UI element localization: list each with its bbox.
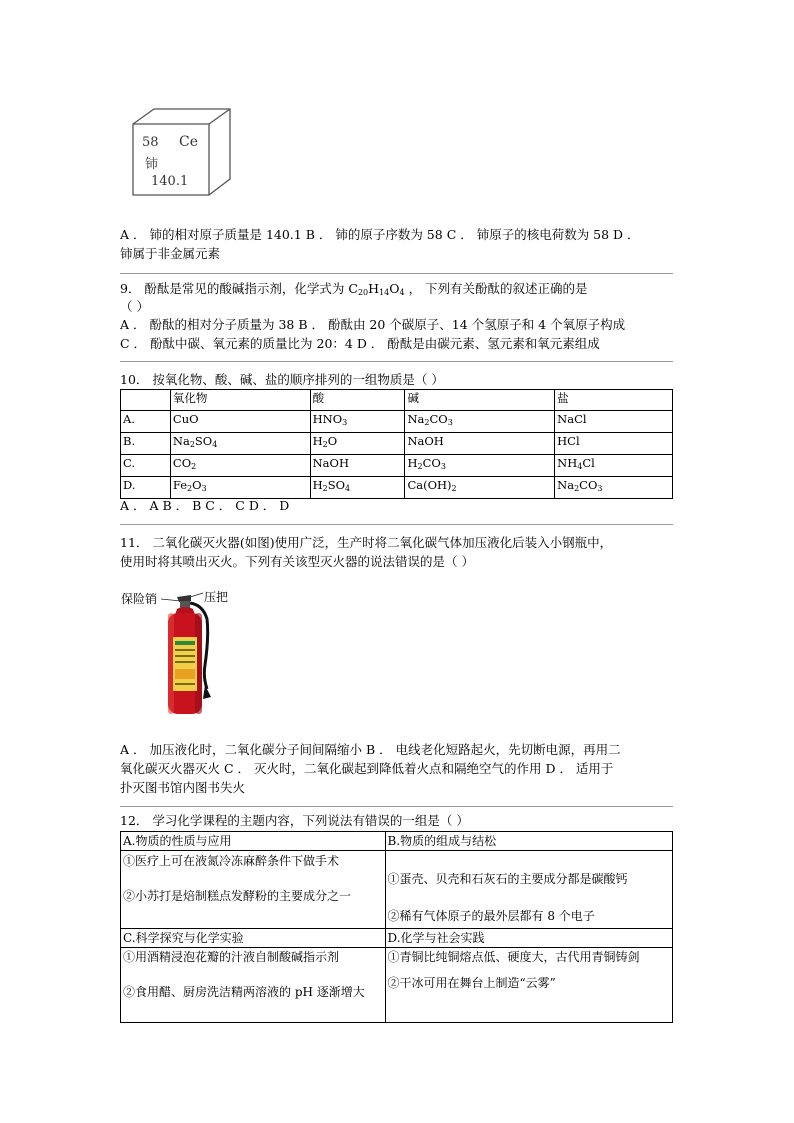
q12-cell-d-title: D.化学与社会实践 [385, 929, 672, 948]
formula-cell: $H_2CO_3$ [405, 455, 555, 477]
q10-header-cell [121, 390, 171, 411]
label-handle: 压把 [204, 590, 229, 604]
formula-cell: $CO_2$ [170, 455, 310, 477]
q10-header-row [121, 390, 673, 411]
q9-h-subscript: 14 [379, 288, 390, 297]
q9-stem-b: ， 下列有关酚酞的叙述正确的是 [404, 281, 588, 296]
formula-cell: NaOH [405, 433, 555, 455]
q10-header-cell: 碱 [405, 390, 555, 411]
q8-options-line-1: A ． 铈的相对原子质量是 140.1 B ． 铈的原子序数为 58 C ． 铈原子的核电荷数为 58 D ． [120, 227, 640, 242]
q12-d-item-2: ②干冰可用在舞台上制造“云雾” [387, 976, 556, 990]
q10-row-d [121, 477, 673, 499]
q11-options-line-3: 扑灭图书馆内图书失火 [120, 780, 246, 795]
q12-b-item-1: ①蛋壳、贝壳和石灰石的主要成分都是碳酸钙 [387, 872, 628, 886]
row-label: D. [121, 477, 171, 499]
q12-row-titles-ab [121, 832, 673, 851]
q10-stem: 10． 按氧化物、酸、碱、盐的顺序排列的一组物质是（ ） [120, 372, 444, 387]
formula-cell: $Na_2CO_3$ [555, 477, 673, 499]
q12-row-titles-cd [121, 929, 673, 948]
q9-o-subscript: 4 [399, 288, 405, 297]
q12-a-item-2: ②小苏打是焙制糕点发酵粉的主要成分之一 [123, 889, 352, 903]
q10-header-cell: 盐 [555, 390, 673, 411]
formula-cell: $NH_4Cl$ [555, 455, 673, 477]
separator [120, 361, 673, 362]
q12-cell-b-content [385, 851, 672, 929]
q11-options-line-2: 氧化碳灭火器灭火 C ． 灭火时，二氧化碳起到降低着火点和隔绝空气的作用 D ． 适用于 [120, 761, 614, 776]
q12-cell-c-content [121, 948, 386, 1023]
separator [120, 273, 673, 274]
q9-o: O [389, 281, 400, 296]
element-symbol: Ce [179, 134, 198, 150]
q9-h: H [368, 281, 380, 296]
label-safety-pin: 保险销 [121, 592, 158, 606]
formula-cell: $Na_2CO_3$ [405, 411, 555, 433]
q9-stem [120, 280, 673, 298]
formula-cell: HCl [555, 433, 673, 455]
formula-cell: $HNO_3$ [310, 411, 405, 433]
formula-cell: CuO [170, 411, 310, 433]
formula-cell: $Fe_2O_3$ [170, 477, 310, 499]
separator [120, 524, 673, 525]
q9-answer-paren: （ ） [120, 299, 149, 314]
q10-row-a [121, 411, 673, 433]
q12-cell-c-title: C.科学探究与化学实验 [121, 929, 386, 948]
q8-options-line-2: 铈属于非金属元素 [120, 246, 221, 261]
fire-extinguisher-illustration [155, 585, 225, 720]
q11-stem-line-1: 11． 二氧化碳灭火器(如图)使用广泛，生产时将二氧化碳气体加压液化后装入小钢瓶中， [120, 535, 613, 550]
q12-cell-a-title: A.物质的性质与应用 [121, 832, 386, 851]
q12-b-item-2: ②稀有气体原子的最外层都有 8 个电子 [387, 909, 595, 923]
element-mass: 140.1 [151, 174, 189, 189]
q9-options-line-1: A ． 酚酞的相对分子质量为 38 B ． 酚酞由 20 个碳原子、14 个氢原子和 4 个氧原子构成 [120, 317, 626, 332]
formula-cell: $Ca(OH)_2$ [405, 477, 555, 499]
q10-header-cell: 氧化物 [170, 390, 310, 411]
q12-row-content-ab [121, 851, 673, 929]
q10-row-b [121, 433, 673, 455]
q10-options: A ． A B ． B C ． C D ． D [120, 498, 290, 513]
formula-cell: $H_2O$ [310, 433, 405, 455]
q10-row-c [121, 455, 673, 477]
q12-cell-b-title: B.物质的组成与结松 [385, 832, 672, 851]
q11-stem-line-2: 使用时将其喷出灭火。下列有关该型灭火器的说法错误的是（ ） [120, 554, 474, 569]
q9-options-line-2: C ． 酚酞中碳、氧元素的质量比为 20：4 D ． 酚酞是由碳元素、氢元素和氧元素组成 [120, 336, 600, 351]
q12-stem: 12． 学习化学课程的主题内容，下列说法有错误的一组是（ ） [120, 813, 469, 828]
row-label: A. [121, 411, 171, 433]
row-label: C. [121, 455, 171, 477]
formula-cell: NaOH [310, 455, 405, 477]
q12-table [120, 831, 673, 1023]
q12-cell-a-content [121, 851, 386, 929]
q9-stem-a: 9． 酚酞是常见的酸碱指示剂，化学式为 C [120, 281, 358, 296]
element-number: 58 [142, 135, 159, 150]
q9-c-subscript: 20 [357, 288, 369, 297]
separator [120, 806, 673, 807]
q10-table [120, 389, 673, 499]
q12-c-item-1: ①用酒精浸泡花瓣的汁液自制酸碱指示剂 [123, 950, 340, 964]
q12-row-content-cd [121, 948, 673, 1023]
q12-d-item-1: ①青铜比纯铜熔点低、硬度大，古代用青铜铸剑 [387, 950, 640, 964]
q12-c-item-2: ②食用醋、厨房洗洁精两溶液的 pH 逐渐增大 [123, 985, 365, 999]
q11-options-line-1: A ． 加压液化时，二氧化碳分子间间隔缩小 B ． 电线老化短路起火，先切断电源，再用二 [120, 742, 621, 757]
q12-cell-d-content [385, 948, 672, 1023]
q12-a-item-1: ①医疗上可在液氮冷冻麻醉条件下做手术 [123, 854, 340, 868]
row-label: B. [121, 433, 171, 455]
formula-cell: NaCl [555, 411, 673, 433]
element-name: 铈 [145, 157, 159, 172]
formula-cell: $H_2SO_4$ [310, 477, 405, 499]
formula-cell: $Na_2SO_4$ [170, 433, 310, 455]
q10-header-cell: 酸 [310, 390, 405, 411]
